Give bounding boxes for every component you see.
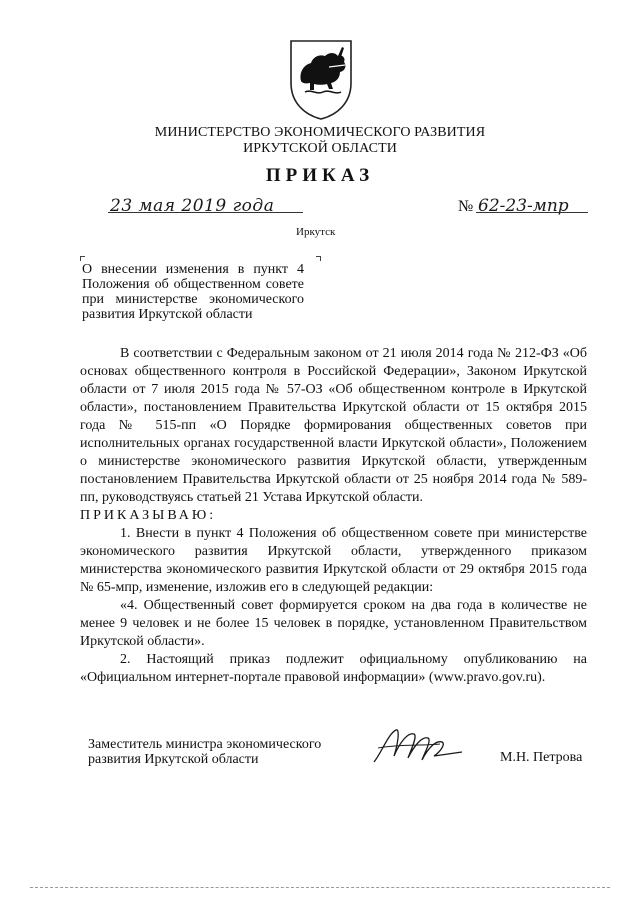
preamble-paragraph: В соответствии с Федеральным законом от 21 июля 2014 года № 212-ФЗ «Об основах общественного контроля в Российской Федерации», Законом Иркутской области от 7 июля 2015 года № 57-ОЗ «Об общественном контроле в Иркутской области», постановлением Правительства Иркутской области от 15 октября 2015 года № 515-пп «О Порядке формирования общественных советов при исполнительных органах государственной власти Иркутской области», Положением о министерстве экономического развития Иркутской области, утвержденным постановлением Правительства Иркутской области от 25 ноября 2014 года № 589-пп, руководствуясь статьей 21 Устава Иркутской области. bbox=[80, 346, 587, 505]
city-label: Иркутск bbox=[296, 226, 336, 238]
signatory-name: М.Н. Петрова bbox=[500, 750, 583, 765]
subject-bracket-left bbox=[80, 256, 85, 261]
date-underline bbox=[108, 212, 303, 213]
handwritten-date: 23 мая 2019 года bbox=[110, 196, 275, 216]
order-item-1: 1. Внести в пункт 4 Положения об общественном совете при министерстве экономического развития Иркутской области, утвержденного приказом министерства экономического развития Иркутской области от 29 октября 2015 года № 65-мпр, изменение, изложив его в следующей редакции: bbox=[80, 526, 587, 595]
subject-bracket-right bbox=[316, 256, 321, 261]
coat-of-arms-emblem bbox=[285, 37, 357, 121]
ministry-name bbox=[120, 125, 520, 157]
ministry-line-2: ИРКУТСКОЙ ОБЛАСТИ bbox=[243, 141, 397, 156]
page-bottom-dashes bbox=[30, 887, 610, 890]
handwritten-signature bbox=[370, 722, 470, 772]
document-type-title: ПРИКАЗ bbox=[265, 165, 375, 186]
signatory-position: Заместитель министра экономического развития Иркутской области bbox=[88, 737, 322, 767]
document-subject: О внесении изменения в пункт 4 Положения об общественном совете при министерстве экономического развития Иркутской области bbox=[82, 262, 304, 322]
number-underline bbox=[476, 212, 588, 213]
order-item-2: 2. Настоящий приказ подлежит официальному опубликованию на «Официальном интернет-портале правовой информации» (www.pravo.gov.ru). bbox=[80, 652, 587, 685]
order-heading: ПРИКАЗЫВАЮ: bbox=[80, 508, 217, 523]
number-sign: № bbox=[458, 198, 474, 215]
order-quote: «4. Общественный совет формируется сроком на два года в количестве не менее 9 человек и не более 15 человек в порядке, установленном Правительством Иркутской области». bbox=[80, 598, 587, 649]
document-body bbox=[80, 345, 587, 687]
handwritten-number: 62-23-мпр bbox=[478, 196, 569, 216]
ministry-line-1: МИНИСТЕРСТВО ЭКОНОМИЧЕСКОГО РАЗВИТИЯ bbox=[154, 125, 486, 140]
